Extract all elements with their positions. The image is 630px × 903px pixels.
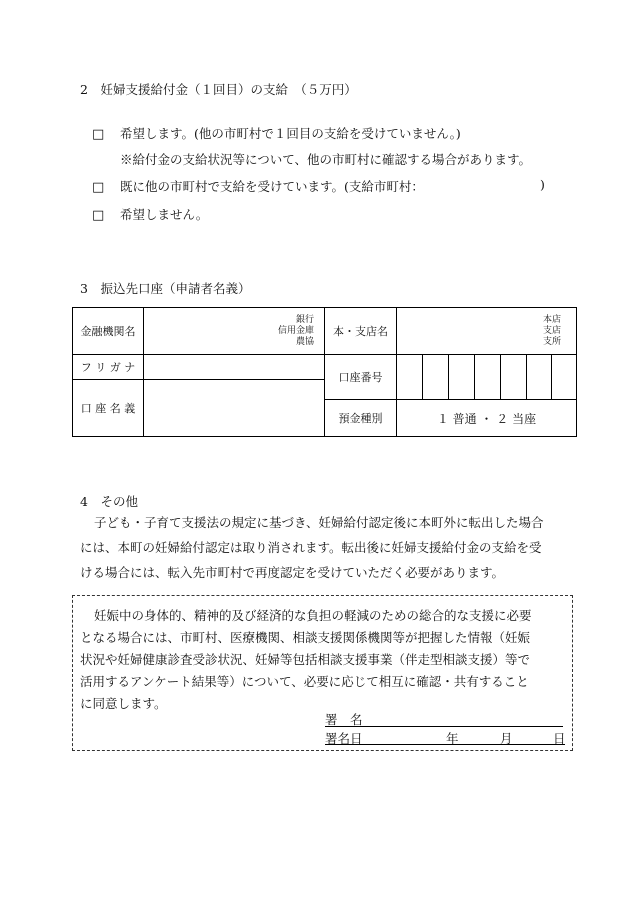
branch-name-label: 本・支店名 <box>325 308 397 355</box>
branch-name-field[interactable] <box>397 308 577 355</box>
furigana-label: フ リ ガ ナ <box>73 355 144 380</box>
option-already-label: 既に他の市町村で支給を受けています。(支給市町村： <box>119 179 424 194</box>
deposit-type-options[interactable]: １ 普通 ・ ２ 当座 <box>397 400 577 437</box>
bank-type-shinkin: 信用金庫 <box>277 325 314 336</box>
option-decline-row <box>92 205 208 223</box>
consent-line-1: 妊娠中の身体的、精神的及び経済的な負担の軽減のための総合的な支援に必要 <box>94 608 532 623</box>
checkbox-decline[interactable]: □ <box>92 208 105 223</box>
option-decline-label: 希望しません。 <box>119 207 209 222</box>
account-digit-2[interactable] <box>423 355 449 400</box>
account-digit-7[interactable] <box>552 355 577 400</box>
date-month-label: 月 <box>500 731 513 746</box>
checkbox-already[interactable]: □ <box>92 180 105 195</box>
account-digit-3[interactable] <box>449 355 475 400</box>
option-already-close: ) <box>540 177 545 192</box>
section3-heading: 3 振込先口座（申請者名義） <box>80 281 251 296</box>
option-already-row <box>92 177 424 195</box>
consent-line-3: 状況や妊婦健康診査受診状況、妊婦等包括相談支援事業（伴走型相談支援）等で <box>80 652 531 667</box>
section4-line-1: 子ども・子育て支援法の規定に基づき、妊婦給付認定後に本町外に転出した場合 <box>94 515 544 530</box>
branch-type-branch: 支店 <box>542 325 561 336</box>
consent-line-2: となる場合には、市町村、医療機関、相談支援関係機関等が把握した情報（妊娠 <box>80 630 531 645</box>
bank-type-bank: 銀行 <box>295 314 314 325</box>
section4-line-2: には、本町の妊婦給付認定は取り消されます。転出後に妊婦支援給付金の支給を受 <box>80 540 542 555</box>
section4-heading: 4 その他 <box>80 494 138 509</box>
checkbox-wish[interactable]: □ <box>92 127 105 142</box>
signature-line[interactable] <box>325 726 563 727</box>
option-wish-row <box>92 124 461 142</box>
account-holder-label: 口 座 名 義 <box>73 380 144 437</box>
signature-label: 署 名 <box>325 712 363 727</box>
account-digit-4[interactable] <box>475 355 501 400</box>
deposit-type-label: 預金種別 <box>325 400 397 437</box>
bank-account-table <box>72 307 577 437</box>
bank-type-nokyo: 農協 <box>295 336 314 347</box>
account-digit-1[interactable] <box>397 355 423 400</box>
signature-date-line[interactable] <box>325 744 565 745</box>
account-digit-5[interactable] <box>501 355 527 400</box>
date-day-label: 日 <box>553 731 566 746</box>
signature-date-label: 署名日 <box>325 731 363 746</box>
bank-name-field[interactable] <box>144 308 325 355</box>
bank-name-label: 金融機関名 <box>73 308 144 355</box>
section2-heading: 2 妊婦支援給付金（１回目）の支給 （５万円） <box>80 82 357 97</box>
account-holder-field[interactable] <box>144 380 325 437</box>
consent-line-4: 活用するアンケート結果等）について、必要に応じて相互に確認・共有すること <box>80 674 529 689</box>
branch-type-office: 支所 <box>542 336 561 347</box>
account-number-label: 口座番号 <box>325 355 397 400</box>
confirmation-note: ※給付金の支給状況等について、他の市町村に確認する場合があります。 <box>120 152 532 167</box>
account-digit-6[interactable] <box>527 355 552 400</box>
date-year-label: 年 <box>446 731 459 746</box>
furigana-field[interactable] <box>144 355 325 380</box>
branch-type-main: 本店 <box>542 314 561 325</box>
consent-line-5: に同意します。 <box>80 696 167 711</box>
option-wish-label: 希望します。(他の市町村で１回目の支給を受けていません。) <box>119 126 461 141</box>
section4-line-3: ける場合には、転入先市町村で再度認定を受けていただく必要があります。 <box>80 565 505 580</box>
